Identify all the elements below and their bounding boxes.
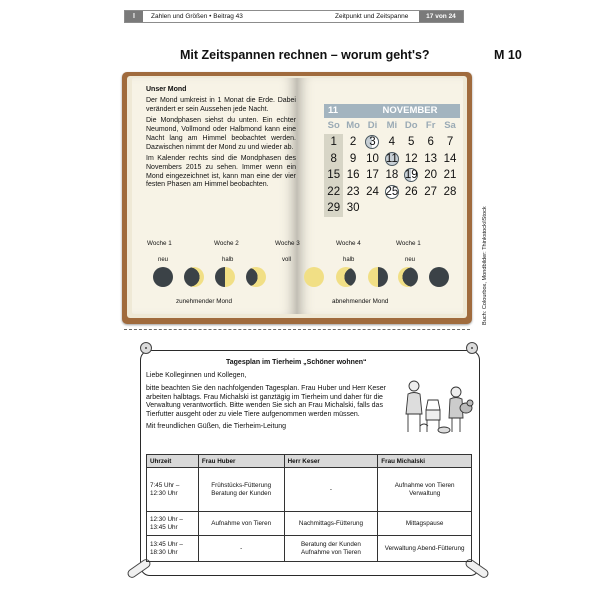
- table-cell-time: 13:45 Uhr – 18:30 Uhr: [147, 536, 199, 562]
- calendar-day: [382, 151, 401, 168]
- moon-crescent-waning-icon: [398, 267, 418, 287]
- calendar-day-number: 25: [385, 185, 399, 198]
- phase-label: neu: [158, 257, 169, 263]
- calendar-day: [421, 184, 440, 201]
- table-cell: Nachmittags-Fütterung: [284, 512, 378, 536]
- calendar-weekday: Do: [404, 120, 418, 131]
- header-topic: Zahlen und Größen • Beitrag 43: [151, 13, 243, 20]
- calendar-day: [382, 184, 401, 201]
- table-cell-time: 7:45 Uhr – 12:30 Uhr: [147, 468, 199, 512]
- header-subtopic: Zeitpunkt und Zeitspanne: [335, 13, 409, 20]
- calendar-day-number: 14: [443, 152, 457, 165]
- calendar-day: [382, 134, 401, 151]
- calendar-day: [421, 200, 440, 217]
- calendar-day: [324, 167, 343, 184]
- calendar-day: [324, 184, 343, 201]
- moon-gibbous-waning-icon: [336, 267, 356, 287]
- calendar-day-number: 3: [369, 136, 376, 148]
- calendar-day-number: 27: [424, 185, 438, 198]
- waxing-label: zunehmender Mond: [176, 298, 233, 305]
- table-header-row: [147, 455, 472, 468]
- calendar-day-number: 7: [446, 136, 454, 148]
- schedule-table: [146, 454, 472, 562]
- table-row: [147, 536, 472, 562]
- calendar-day-number: 6: [427, 136, 434, 148]
- moon-paragraph: Im Kalender rechts sind die Mondphasen des Novembers 2015 zu sehen. Immer wenn ein Mond eingezeichnet ist, kann man eine der vier festen Phasen am Himmel beobachten.: [146, 155, 296, 189]
- table-cell: Mittagspause: [378, 512, 472, 536]
- calendar-day-number: 20: [424, 169, 438, 182]
- calendar-day: [382, 167, 401, 184]
- phase-label: voll: [282, 257, 292, 263]
- calendar-day-number: 9: [349, 152, 357, 165]
- calendar-header: [324, 104, 460, 118]
- calendar-weekday: Mo: [346, 120, 360, 131]
- table-cell: -: [198, 536, 284, 562]
- calendar-day-number: 24: [366, 185, 379, 198]
- moon-new-icon: [429, 267, 449, 287]
- calendar-day: [421, 151, 440, 168]
- moon-gibbous-waxing-icon: [246, 267, 266, 287]
- moon-paragraph: Die Mondphasen siehst du unten. Ein echter Neumond, Vollmond oder Halbmond kann eine Nacht lang am Himmel beobachtet werden. Dazwischen nimmt der Mond zu und wieder ab.: [146, 117, 296, 151]
- plan-greeting: Liebe Kolleginnen und Kollegen,: [146, 372, 247, 379]
- phase-label: halb: [343, 257, 355, 263]
- moon-text: [146, 97, 296, 193]
- calendar-day-number: 15: [327, 169, 341, 182]
- calendar-day-number: 23: [346, 185, 360, 198]
- plan-closing: Mit freundlichen Güßen, die Tierheim-Leitung: [146, 422, 287, 430]
- calendar-weekday: So: [327, 120, 340, 131]
- image-credit: Buch: Colourbox, Mondbilder: Thinkstock/iStock: [482, 206, 488, 325]
- calendar-month: NOVEMBER: [382, 105, 438, 116]
- calendar-weekday: Di: [367, 120, 378, 131]
- calendar: [324, 104, 460, 217]
- waning-label: abnehmender Mond: [332, 298, 389, 305]
- calendar-day-number: 13: [424, 152, 438, 165]
- calendar-day: [363, 200, 382, 217]
- calendar-day: [421, 167, 440, 184]
- cut-line: [124, 329, 470, 330]
- calendar-day: [440, 167, 459, 184]
- week-label: Woche 1: [396, 240, 421, 247]
- calendar-day: [343, 167, 362, 184]
- table-cell-time: 12:30 Uhr – 13:45 Uhr: [147, 512, 199, 536]
- calendar-weekdays: [324, 120, 460, 132]
- calendar-day: [363, 151, 382, 168]
- calendar-day-number: 17: [366, 169, 379, 182]
- calendar-weekday: Sa: [444, 120, 456, 131]
- calendar-day-number: 28: [443, 185, 457, 198]
- week-label: Woche 3: [275, 240, 300, 247]
- pin-icon: [466, 342, 478, 354]
- calendar-day: [324, 200, 343, 217]
- calendar-day-number: 16: [346, 169, 360, 182]
- calendar-day-number: 5: [408, 136, 415, 148]
- calendar-day-number: 4: [388, 136, 396, 148]
- calendar-day: [363, 134, 382, 151]
- calendar-day-number: 19: [404, 169, 418, 182]
- calendar-day-number: 18: [385, 169, 399, 182]
- chapter-number: I: [125, 11, 143, 22]
- calendar-day: [343, 134, 362, 151]
- animal-shelter-illustration: [400, 374, 476, 436]
- calendar-day: [440, 200, 459, 217]
- week-label: Woche 1: [147, 240, 172, 247]
- table-cell: Verwaltung Abend-Fütterung: [378, 536, 472, 562]
- table-row: [147, 512, 472, 536]
- moon-full-icon: [304, 267, 324, 287]
- calendar-weekday: Fr: [425, 120, 436, 131]
- calendar-day-number: 12: [404, 152, 418, 165]
- calendar-day-number: 1: [330, 136, 337, 148]
- calendar-day: [421, 134, 440, 151]
- calendar-day-number: 11: [385, 152, 398, 165]
- calendar-day-number: 11: [328, 105, 339, 116]
- calendar-day: [382, 200, 401, 217]
- table-cell: Aufnahme von Tieren Verwaltung: [378, 468, 472, 512]
- calendar-day-number: 8: [330, 152, 337, 165]
- moon-heading: Unser Mond: [146, 86, 187, 93]
- calendar-weekday: Mi: [386, 120, 398, 131]
- moon-new-icon: [153, 267, 173, 287]
- calendar-day-number: 22: [327, 185, 341, 198]
- calendar-day: [440, 184, 459, 201]
- calendar-day: [402, 151, 421, 168]
- plan-body: bitte beachten Sie den nachfolgenden Tagesplan. Frau Huber und Herr Keser arbeiten halbtags. Frau Michalski ist ganztägig im Tierheim und daher für die Verwaltung verantwortlich. Bitte wenden Sie sich an Frau Michalski, falls das Tierfutter ausgeht oder zu viele Tiere aufgenommen werden müssen.: [146, 384, 386, 419]
- plan-letter: [146, 372, 396, 435]
- calendar-day: [402, 184, 421, 201]
- calendar-day: [324, 151, 343, 168]
- table-cell: Beratung der Kunden Aufnahme von Tieren: [284, 536, 378, 562]
- calendar-grid: [324, 134, 460, 217]
- calendar-day-number: 26: [404, 185, 418, 198]
- calendar-day: [363, 167, 382, 184]
- calendar-day-number: 30: [346, 202, 360, 215]
- phase-label: neu: [405, 257, 416, 263]
- week-label: Woche 2: [214, 240, 239, 247]
- week-label: Woche 4: [336, 240, 361, 247]
- calendar-day: [343, 200, 362, 217]
- column-header: Frau Michalski: [378, 455, 472, 468]
- page-counter: 17 von 24: [419, 11, 463, 22]
- calendar-day: [440, 151, 459, 168]
- calendar-day-number: 10: [366, 152, 379, 165]
- table-cell: Frühstücks-Fütterung Beratung der Kunden: [198, 468, 284, 512]
- table-row: [147, 468, 472, 512]
- calendar-day: [402, 200, 421, 217]
- column-header: Frau Huber: [198, 455, 284, 468]
- material-number: M 10: [494, 48, 522, 62]
- calendar-day: [324, 134, 343, 151]
- moon-paragraph: Der Mond umkreist in 1 Monat die Erde. Dabei verändert er sein Aussehen jede Nacht.: [146, 97, 296, 113]
- calendar-day: [440, 134, 459, 151]
- moon-half-waning-icon: [368, 267, 388, 287]
- page-header: [124, 10, 464, 23]
- calendar-day: [402, 134, 421, 151]
- page-title: Mit Zeitspannen rechnen – worum geht's?: [180, 48, 430, 62]
- calendar-day: [402, 167, 421, 184]
- moon-crescent-waxing-icon: [184, 267, 204, 287]
- calendar-day-number: 21: [443, 169, 457, 182]
- table-cell: Aufnahme von Tieren: [198, 512, 284, 536]
- moon-half-waxing-icon: [215, 267, 235, 287]
- phase-label: halb: [222, 257, 234, 263]
- calendar-day: [343, 151, 362, 168]
- table-cell: -: [284, 468, 378, 512]
- calendar-day-number: 29: [327, 202, 341, 215]
- calendar-day: [363, 184, 382, 201]
- calendar-day-number: 2: [349, 136, 357, 148]
- column-header: Herr Keser: [284, 455, 378, 468]
- column-header: Uhrzeit: [147, 455, 199, 468]
- plan-title: Tagesplan im Tierheim „Schöner wohnen“: [226, 359, 367, 366]
- pin-icon: [140, 342, 152, 354]
- calendar-day: [343, 184, 362, 201]
